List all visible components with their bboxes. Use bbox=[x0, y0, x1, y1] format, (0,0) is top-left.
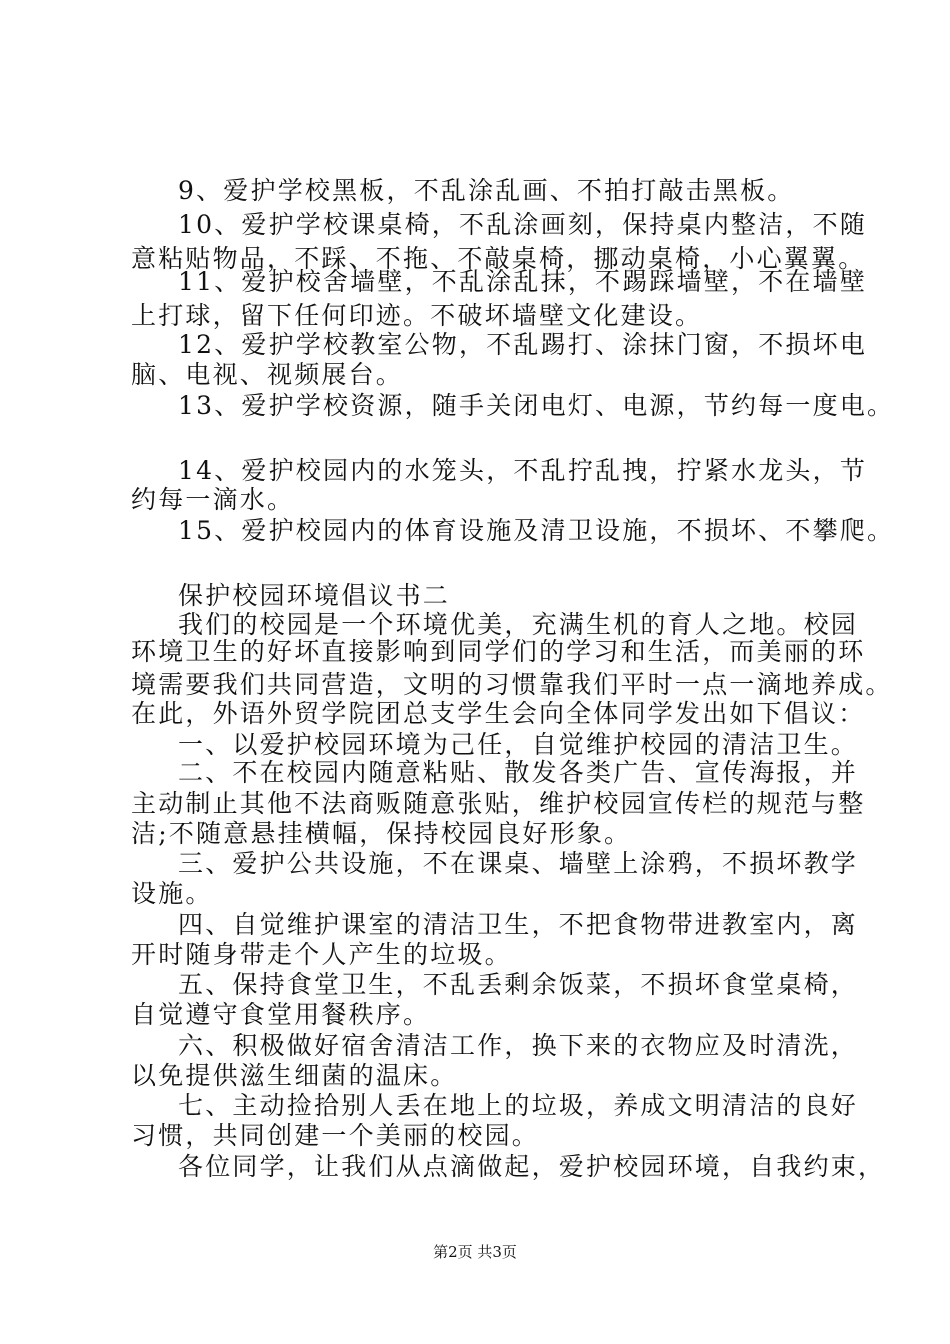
text-line: 13、爱护学校资源，随手关闭电灯、电源，节约每一度电。 bbox=[178, 391, 895, 420]
text-line: 习惯，共同创建一个美丽的校园。 bbox=[131, 1121, 540, 1150]
text-line: 上打球，留下任何印迹。不破坏墙壁文化建设。 bbox=[131, 301, 703, 330]
text-line: 设施。 bbox=[131, 879, 213, 908]
section-heading: 保护校园环境倡议书二 bbox=[178, 581, 451, 610]
text-line: 意粘贴物品，不踩、不拖、不敲桌椅，挪动桌椅，小心翼翼。 bbox=[131, 244, 866, 273]
text-line: 9、爱护学校黑板，不乱涂乱画、不拍打敲击黑板。 bbox=[178, 176, 795, 205]
text-line: 二、不在校园内随意粘贴、散发各类广告、宣传海报，并 bbox=[178, 758, 859, 787]
text-line: 各位同学，让我们从点滴做起，爱护校园环境，自我约束， bbox=[178, 1152, 886, 1181]
text-line: 开时随身带走个人产生的垃圾。 bbox=[131, 940, 512, 969]
text-line: 14、爱护校园内的水笼头，不乱拧乱拽，拧紧水龙头，节 bbox=[178, 456, 868, 485]
text-line: 约每一滴水。 bbox=[131, 485, 295, 514]
text-line: 四、自觉维护课室的清洁卫生，不把食物带进教室内，离 bbox=[178, 910, 859, 939]
text-line: 11、爱护校舍墙壁，不乱涂乱抹，不踢踩墙壁，不在墙壁 bbox=[178, 267, 868, 296]
text-line: 我们的校园是一个环境优美，充满生机的育人之地。校园 bbox=[178, 610, 859, 639]
text-line: 一、以爱护校园环境为己任，自觉维护校园的清洁卫生。 bbox=[178, 730, 859, 759]
text-line: 以免提供滋生细菌的温床。 bbox=[131, 1061, 458, 1090]
text-line: 六、积极做好宿舍清洁工作，换下来的衣物应及时清洗， bbox=[178, 1031, 859, 1060]
text-line: 境需要我们共同营造，文明的习惯靠我们平时一点一滴地养成。 bbox=[131, 670, 893, 699]
page-footer: 第2页 共3页 bbox=[433, 1243, 517, 1261]
text-line: 15、爱护校园内的体育设施及清卫设施，不损坏、不攀爬。 bbox=[178, 516, 895, 545]
text-line: 12、爱护学校教室公物，不乱踢打、涂抹门窗，不损坏电 bbox=[178, 330, 868, 359]
text-line: 三、爱护公共设施，不在课桌、墙壁上涂鸦，不损坏教学 bbox=[178, 849, 859, 878]
text-line: 环境卫生的好坏直接影响到同学们的学习和生活，而美丽的环 bbox=[131, 637, 866, 666]
text-line: 在此，外语外贸学院团总支学生会向全体同学发出如下倡议： bbox=[131, 699, 866, 728]
text-line: 五、保持食堂卫生，不乱丢剩余饭菜，不损坏食堂桌椅， bbox=[178, 970, 859, 999]
text-line: 主动制止其他不法商贩随意张贴，维护校园宣传栏的规范与整 bbox=[131, 789, 866, 818]
text-line: 10、爱护学校课桌椅，不乱涂画刻，保持桌内整洁，不随 bbox=[178, 210, 868, 239]
text-line: 脑、电视、视频展台。 bbox=[131, 360, 404, 389]
text-line: 自觉遵守食堂用餐秩序。 bbox=[131, 1000, 431, 1029]
text-line: 七、主动捡拾别人丢在地上的垃圾，养成文明清洁的良好 bbox=[178, 1091, 859, 1120]
text-line: 洁;不随意悬挂横幅，保持校园良好形象。 bbox=[131, 819, 632, 848]
